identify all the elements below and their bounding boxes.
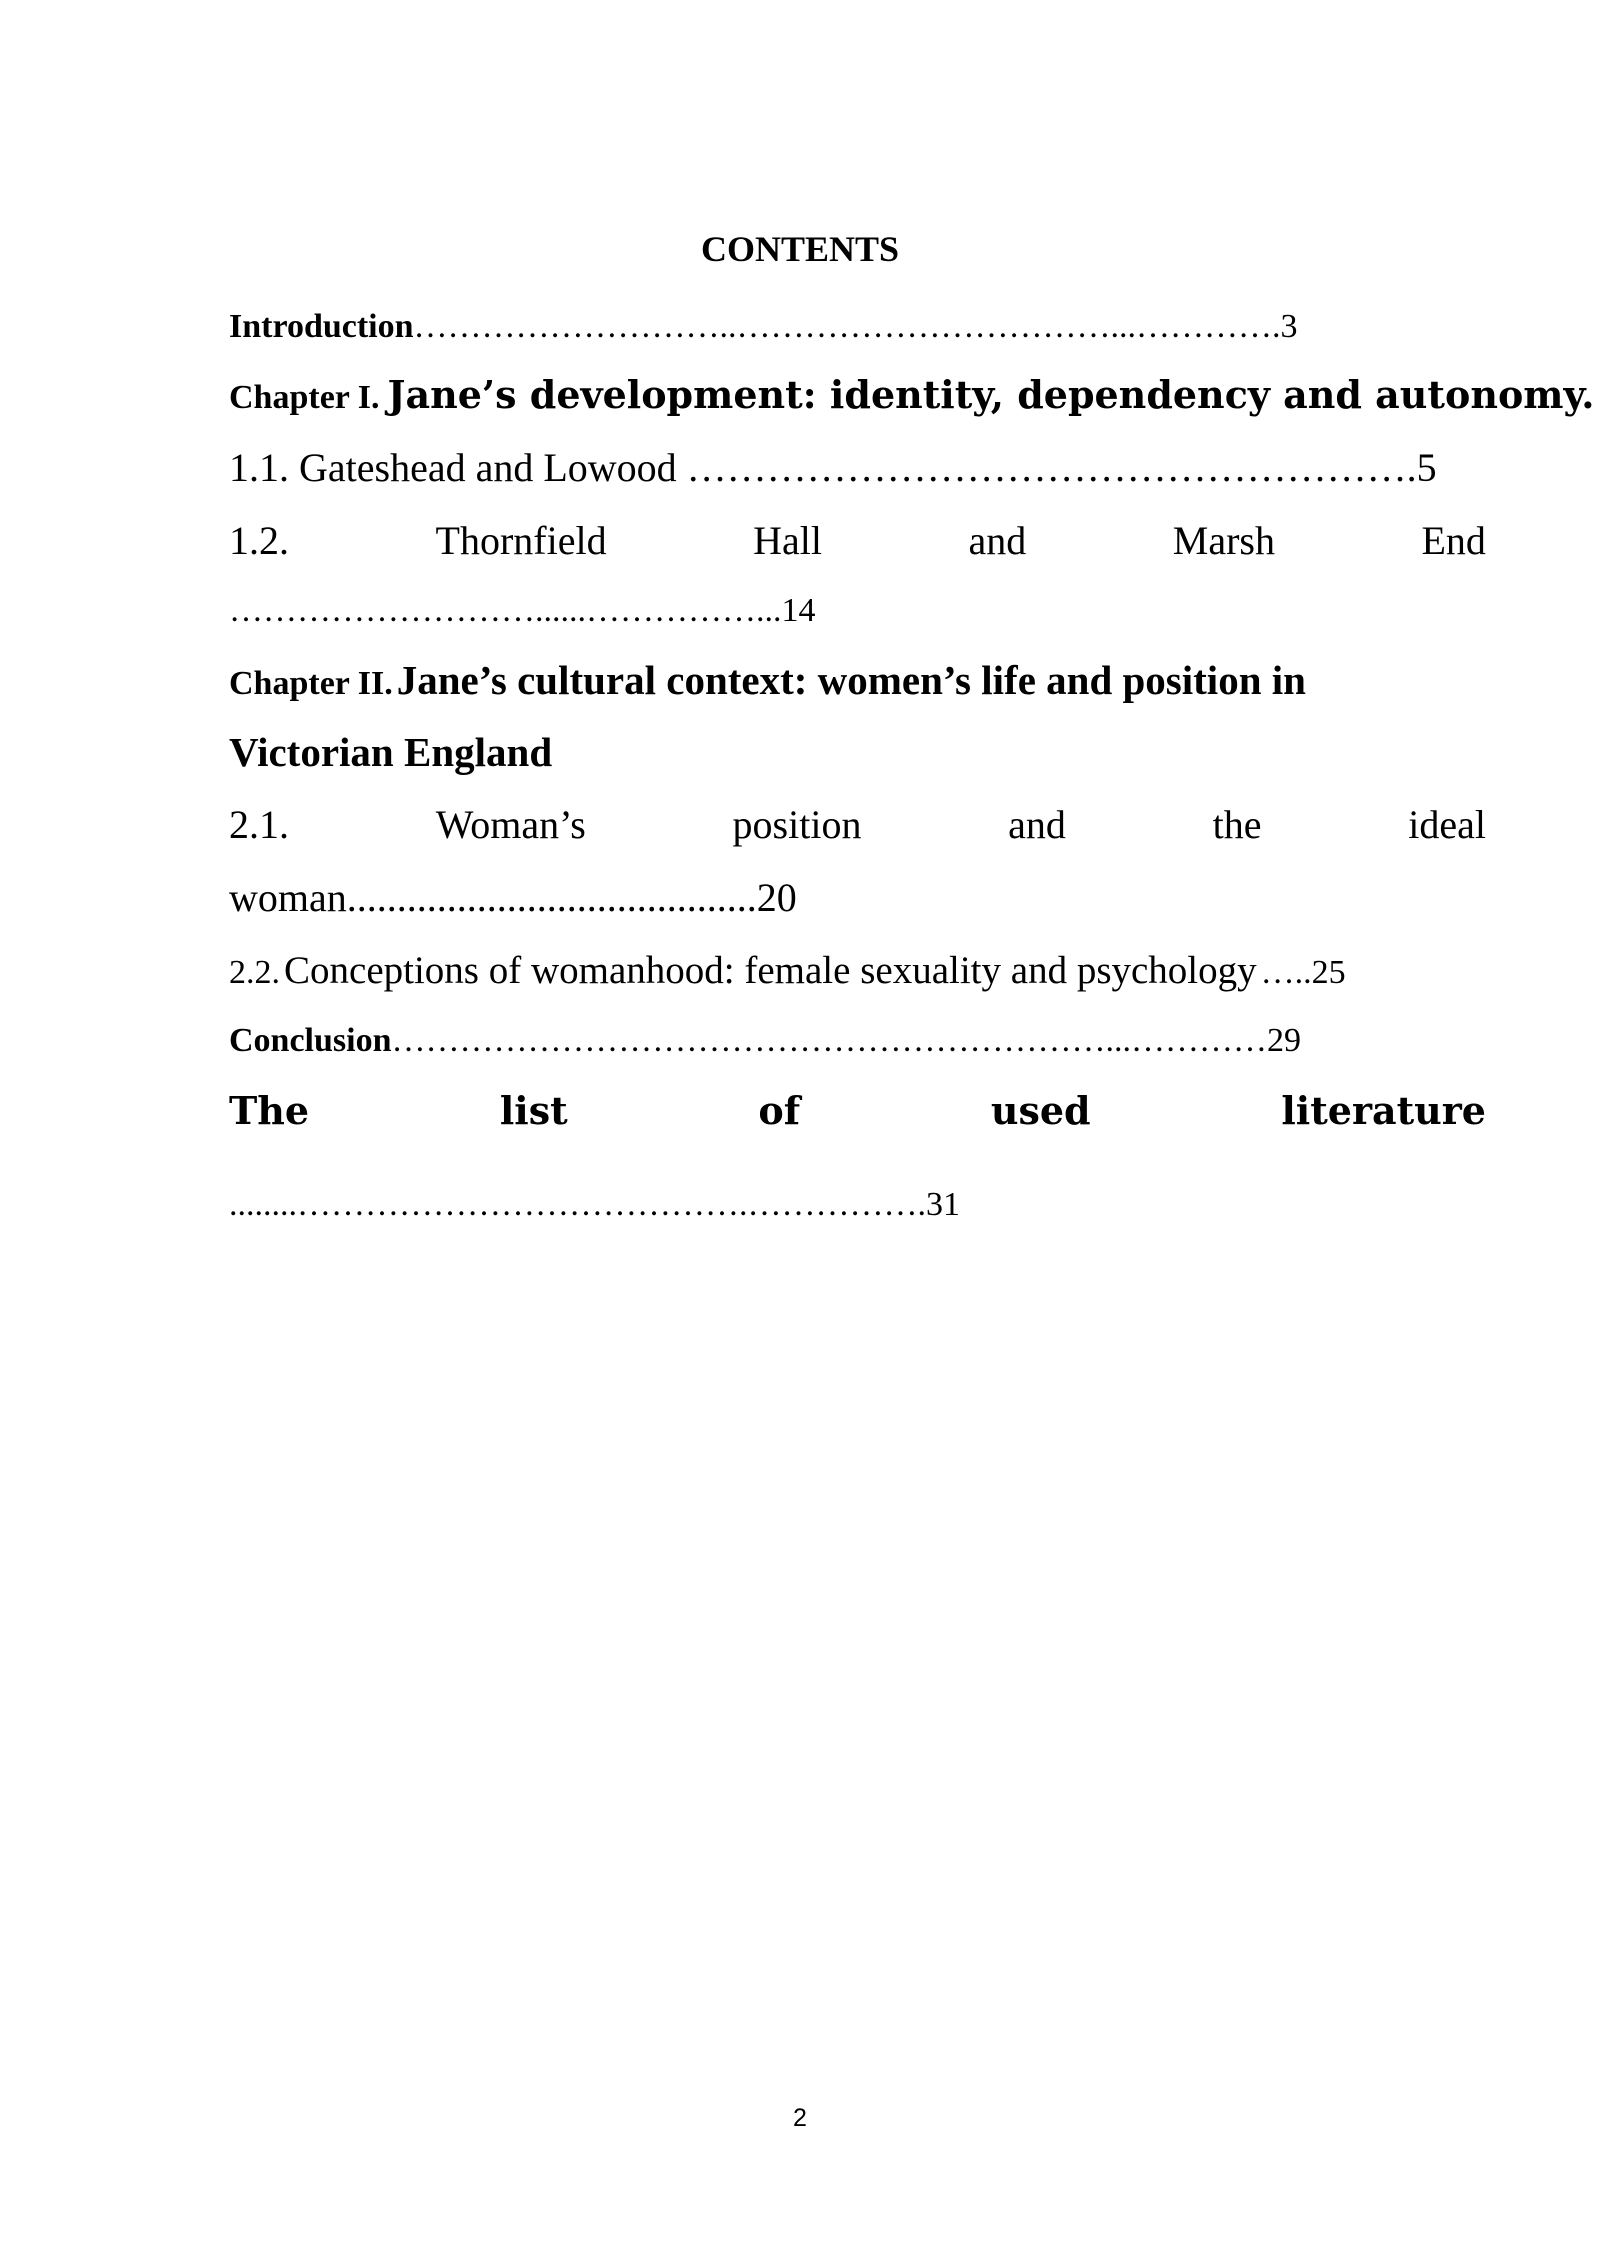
- toc-entry-chapter-1[interactable]: [229, 372, 1595, 417]
- toc-word: Marsh: [1172, 518, 1275, 563]
- toc-chapter-prefix: Chapter II.: [229, 665, 393, 702]
- toc-word: and: [968, 518, 1027, 563]
- toc-chapter-title-continued: Victorian England: [229, 729, 553, 775]
- toc-entry-2-2[interactable]: [229, 948, 1486, 993]
- toc-word: 1.2.: [229, 518, 289, 563]
- toc-page-number: 20: [756, 875, 797, 920]
- toc-section-number: 2.2.: [229, 954, 280, 991]
- toc-chapter-title: Jane’s development: identity, dependency and autonomy.: [387, 372, 1595, 417]
- toc-entry-2-1-leader-line: [229, 874, 1486, 921]
- toc-entry-2-1[interactable]: [229, 801, 1486, 848]
- toc-entry-text: Conceptions of womanhood: female sexuality and psychology: [284, 949, 1257, 992]
- toc-word: position: [732, 802, 862, 847]
- toc-word: Thornfield: [435, 518, 607, 563]
- toc-entry-literature[interactable]: [229, 1088, 1486, 1133]
- toc-leader: ………………………......……………...: [229, 592, 782, 629]
- toc-word: ideal: [1408, 802, 1486, 847]
- toc-word: list: [499, 1088, 568, 1133]
- toc-chapter-prefix: Chapter I.: [229, 379, 380, 416]
- toc-word: literature: [1281, 1088, 1486, 1133]
- toc-page-number: 29: [1267, 1022, 1301, 1059]
- toc-leader: ………………………………………………………...…………: [391, 1022, 1267, 1059]
- toc-entry-conclusion[interactable]: [229, 1022, 1486, 1060]
- toc-word: the: [1212, 802, 1262, 847]
- toc-page-number: 31: [926, 1186, 960, 1223]
- toc-page-number: 14: [781, 592, 816, 629]
- toc-page-number: 25: [1311, 954, 1346, 991]
- toc-leader: ………………………..……………………………...………….: [413, 308, 1281, 345]
- toc-entry-1-1[interactable]: [229, 444, 1486, 491]
- toc-word: End: [1421, 518, 1486, 563]
- toc-word: Woman’s: [435, 802, 586, 847]
- toc-leader: …..: [1260, 954, 1312, 991]
- toc-entry-introduction[interactable]: [229, 308, 1486, 346]
- page-number: 2: [793, 2104, 807, 2132]
- toc-entry-text: woman.........................................: [229, 875, 757, 920]
- toc-word: of: [758, 1088, 801, 1133]
- toc-word: 2.1.: [229, 802, 289, 847]
- toc-word: Hall: [753, 518, 822, 563]
- toc-entry-chapter-2[interactable]: [229, 656, 1486, 704]
- toc-label-introduction: Introduction: [229, 308, 414, 345]
- toc-leader: ........………………………………….…………….: [229, 1186, 926, 1223]
- toc-page-number: 5: [1416, 445, 1437, 490]
- toc-entry-1-2-leader-line: [229, 592, 1486, 630]
- toc-word: and: [1008, 802, 1066, 847]
- toc-word: used: [990, 1088, 1091, 1133]
- toc-label-conclusion: Conclusion: [229, 1022, 392, 1059]
- toc-entry-literature-leader-line: [229, 1186, 1486, 1224]
- toc-word: The: [229, 1088, 310, 1133]
- toc-entry-text: 1.1. Gateshead and Lowood ……………………………………………….: [229, 445, 1417, 490]
- toc-page-number: 3: [1280, 308, 1298, 345]
- page-title: CONTENTS: [700, 229, 900, 269]
- toc-chapter-title: Jane’s cultural context: women’s life and position in: [396, 657, 1306, 703]
- toc-entry-1-2[interactable]: [229, 517, 1486, 564]
